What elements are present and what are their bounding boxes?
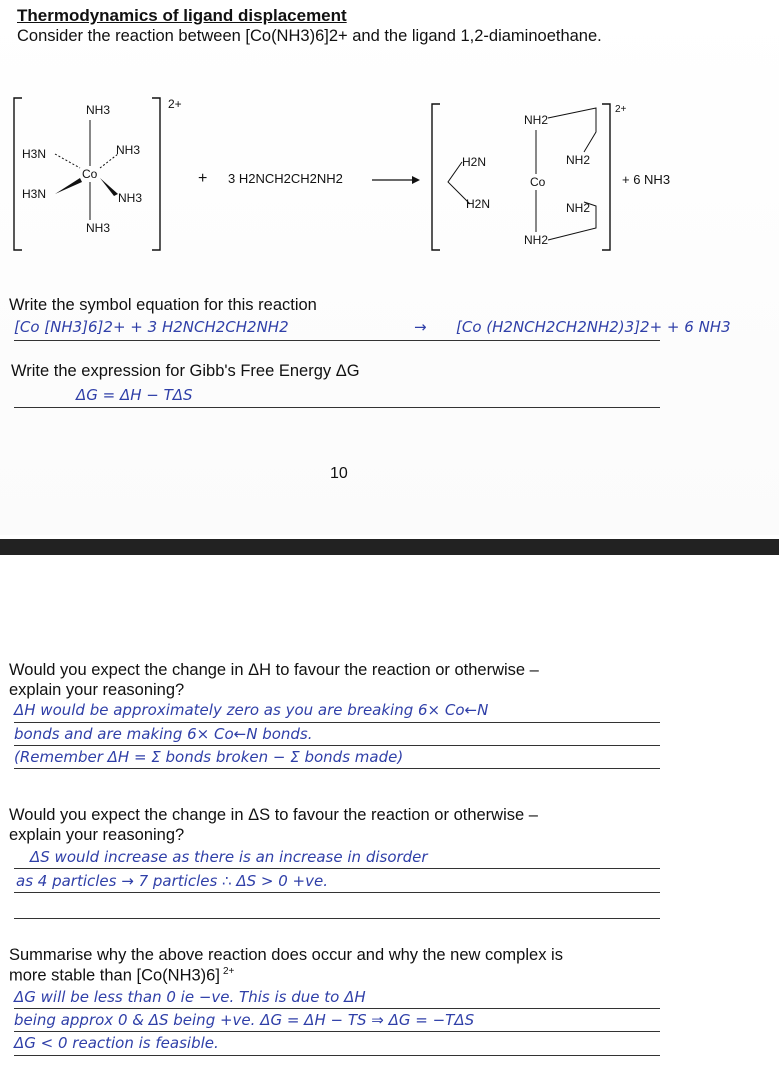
question-gibbs: Write the expression for Gibb's Free Energy ΔG xyxy=(11,362,360,380)
page-background xyxy=(0,0,779,535)
answer-line xyxy=(14,722,660,723)
ligand-bottom: NH3 xyxy=(86,221,111,235)
page-title: Thermodynamics of ligand displacement xyxy=(17,6,347,25)
byproduct-formula: + 6 NH3 xyxy=(622,172,671,187)
answer-line xyxy=(14,918,660,919)
page-divider xyxy=(0,539,779,555)
question-symbol-equation: Write the symbol equation for this reaction xyxy=(9,296,317,314)
reaction-scheme xyxy=(0,90,779,260)
question-enthalpy-line2: explain your reasoning? xyxy=(9,681,185,699)
page-number: 10 xyxy=(330,465,348,482)
right-charge: 2+ xyxy=(615,104,627,115)
answer-line xyxy=(14,868,660,869)
answer-line xyxy=(14,340,660,341)
question-entropy-line2: explain your reasoning? xyxy=(9,826,185,844)
answer-line xyxy=(14,407,660,408)
question-enthalpy-line1: Would you expect the change in ΔH to favour the reaction or otherwise – xyxy=(9,661,539,679)
answer-line xyxy=(14,768,660,769)
answer-summary-line3: ΔG < 0 reaction is feasible. xyxy=(14,1034,219,1052)
answer-line xyxy=(14,745,660,746)
answer-enthalpy-line3: (Remember ΔH = Σ bonds broken − Σ bonds made) xyxy=(14,748,404,766)
left-charge: 2+ xyxy=(168,97,182,111)
answer-line xyxy=(14,1008,660,1009)
answer-enthalpy-line2: bonds and are making 6× Co←N bonds. xyxy=(14,725,313,743)
answer-line xyxy=(14,1031,660,1032)
answer-line xyxy=(14,892,660,893)
superscript-charge: 2+ xyxy=(222,966,235,977)
question-entropy-line1: Would you expect the change in ΔS to favour the reaction or otherwise – xyxy=(9,806,538,824)
answer-entropy-line2: as 4 particles → 7 particles ∴ ΔS > 0 +ve. xyxy=(16,872,328,890)
answer-gibbs: ΔG = ΔH − TΔS xyxy=(76,386,193,404)
answer-summary-line1: ΔG will be less than 0 ie −ve. This is due to ΔH xyxy=(14,988,366,1006)
ligand-lower-left: H3N xyxy=(22,187,47,201)
ligand-upper-left: H3N xyxy=(22,147,47,161)
reagent-formula: 3 H2NCH2CH2NH2 xyxy=(228,171,343,186)
answer-line xyxy=(14,1055,660,1056)
product-ligand-upper-left: H2N xyxy=(462,155,487,169)
ligand-top: NH3 xyxy=(86,103,111,117)
metal-center: Co xyxy=(82,167,98,181)
ligand-upper-right: NH3 xyxy=(116,143,141,157)
answer-enthalpy-line1: ΔH would be approximately zero as you are breaking 6× Co←N xyxy=(14,701,489,719)
product-ligand-bottom: NH2 xyxy=(524,233,549,247)
product-ligand-lower-left: H2N xyxy=(466,197,491,211)
question-summary-line1: Summarise why the above reaction does occur and why the new complex is xyxy=(9,946,563,964)
product-ligand-upper-right: NH2 xyxy=(566,153,591,167)
answer-equation-arrow: → xyxy=(414,318,427,336)
product-ligand-top: NH2 xyxy=(524,113,549,127)
answer-equation-left: [Co [NH3]6]2+ + 3 H2NCH2CH2NH2 xyxy=(14,318,289,336)
product-metal: Co xyxy=(530,175,546,189)
answer-entropy-line1: ΔS would increase as there is an increase in disorder xyxy=(30,848,428,866)
ligand-lower-right: NH3 xyxy=(118,191,143,205)
answer-equation-right: [Co (H2NCH2CH2NH2)3]2+ + 6 NH3 xyxy=(456,318,731,336)
question-summary-line2: more stable than [Co(NH3)6] $^{2+}$ xyxy=(9,966,235,985)
product-ligand-lower-right: NH2 xyxy=(566,201,591,215)
intro-text: Consider the reaction between [Co(NH3)6]2+ and the ligand 1,2-diaminoethane. xyxy=(17,27,602,45)
plus-sign: + xyxy=(198,170,208,187)
answer-summary-line2: being approx 0 & ΔS being +ve. ΔG = ΔH − TS ⇒ ΔG = −TΔS xyxy=(14,1011,475,1029)
